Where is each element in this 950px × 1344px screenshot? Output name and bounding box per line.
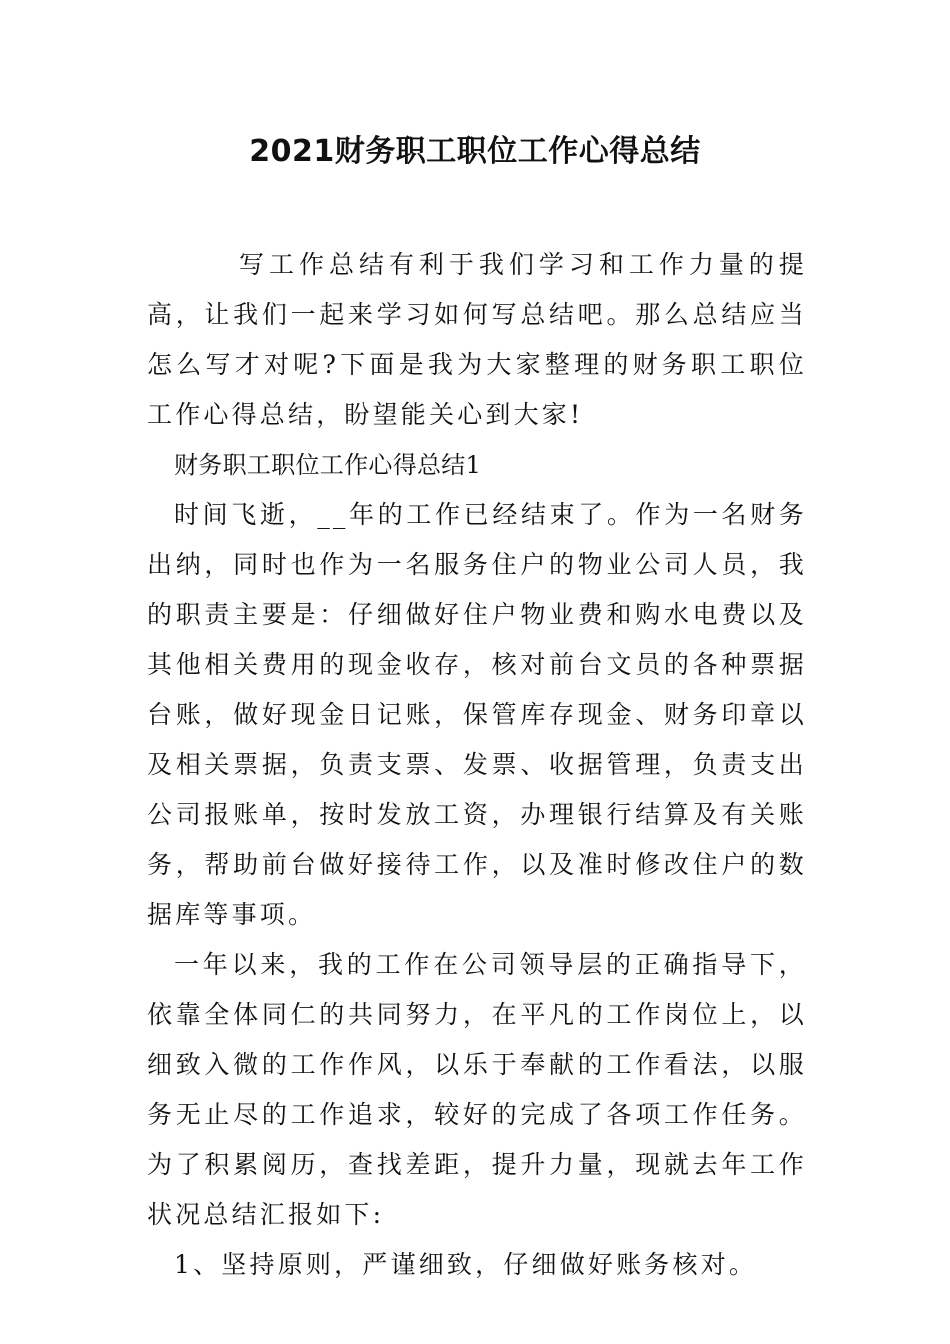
body-paragraph-1: 时间飞逝，__年的工作已经结束了。作为一名财务出纳，同时也作为一名服务住户的物业公司人员，我的职责主要是：仔细做好住户物业费和购水电费以及其他相关费用的现金收存，核对前台文员的各种票据台账，做好现金日记账，保管库存现金、财务印章以及相关票据，负责支票、发票、收据管理，负责支出公司报账单，按时发放工资，办理银行结算及有关账务，帮助前台做好接待工作，以及准时修改住户的数据库等事项。	[147, 500, 807, 929]
section-heading: 财务职工职位工作心得总结1	[174, 451, 482, 479]
list-item-1: 1、坚持原则，严谨细致，仔细做好账务核对。	[174, 1250, 758, 1279]
body-paragraph-2: 一年以来，我的工作在公司领导层的正确指导下，依靠全体同仁的共同努力，在平凡的工作岗位上，以细致入微的工作作风，以乐于奉献的工作看法，以服务无止尽的工作追求，较好的完成了各项工作任务。为了积累阅历，查找差距，提升力量，现就去年工作状况总结汇报如下:	[147, 950, 807, 1229]
document-body	[147, 240, 807, 1290]
document-title: 2021财务职工职位工作心得总结	[249, 134, 701, 169]
intro-paragraph: 写工作总结有利于我们学习和工作力量的提高，让我们一起来学习如何写总结吧。那么总结应当怎么写才对呢?下面是我为大家整理的财务职工职位工作心得总结，盼望能关心到大家!	[147, 250, 807, 429]
